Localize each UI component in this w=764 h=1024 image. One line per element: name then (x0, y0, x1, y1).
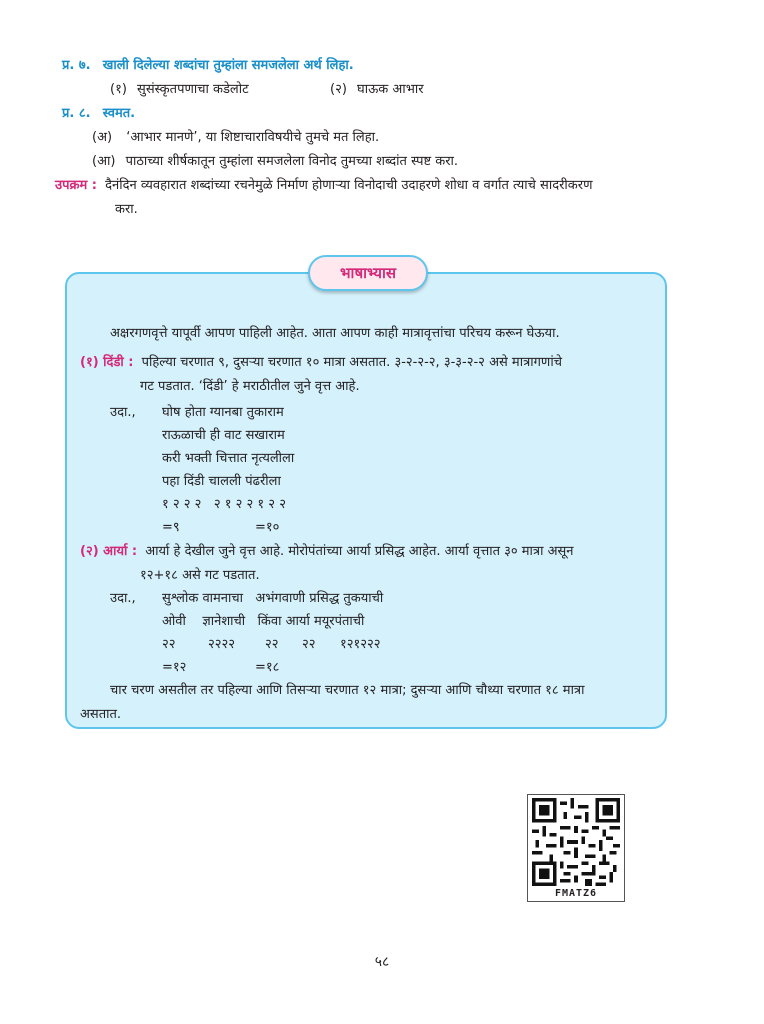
closing-text-cont: असतात. (80, 707, 122, 722)
dindi-text-cont: गट पडतात. ‘दिंडी’ हे मराठीतील जुने वृत्त आहे. (140, 379, 360, 394)
activity-text-cont: करा. (115, 202, 138, 217)
q7-item-1: (१) सुसंस्कृतपणाचा कडेलोट (110, 82, 249, 97)
intro-text: अक्षरगणवृत्ते यापूर्वी आपण पाहिली आहेत. आता आपण काही मात्रावृत्तांचा परिचय करून घेऊया. (110, 326, 560, 341)
arya-section: (२) आर्या : आर्या हे देखील जुने वृत्त आहे. मोरोपंतांच्या आर्या प्रसिद्ध आहेत. आर्या वृत्तात ३० मात्रा असून (80, 544, 574, 559)
activity (55, 175, 593, 193)
question-title: स्वमत. (102, 106, 136, 121)
q8-item-aa: (आ) पाठाच्या शीर्षकातून तुम्हांला समजलेला विनोद तुमच्या शब्दांत स्पष्ट करा. (92, 154, 459, 169)
q8-item-a: (अ) ‘आभार मानणे’, या शिष्टाचाराविषयीचे तुमचे मत लिहा. (92, 130, 380, 145)
arya-poem-line: सुश्लोक वामनाचा अभंगवाणी प्रसिद्ध तुकयाची (162, 591, 384, 606)
dindi-poem-line: घोष होता ग्यानबा तुकाराम (162, 405, 284, 420)
question-number: प्र. ८. (62, 106, 91, 121)
qr-code-icon (532, 798, 620, 886)
dindi-example-label: उदा., (110, 405, 136, 420)
qr-code-label: FMATZ6 (554, 888, 598, 899)
dindi-sum-2: =१० (255, 520, 280, 535)
qr-code[interactable] (527, 794, 625, 902)
page-number: ५८ (374, 954, 390, 970)
dindi-sum-1: =९ (162, 520, 180, 535)
closing-text: चार चरण असतील तर पहिल्या आणि तिसऱ्या चरणात १२ मात्रा; दुसऱ्या आणि चौथ्या चरणात १८ मात्रा (110, 683, 585, 698)
arya-sum-1: =१२ (162, 660, 187, 675)
q7-item-2: (२) घाऊक आभार (330, 82, 424, 97)
arya-example-label: उदा., (110, 591, 136, 606)
dindi-label: (१) दिंडी : (80, 355, 134, 370)
arya-marks-3: २२ (265, 637, 279, 652)
arya-marks-4: २२ (302, 637, 316, 652)
question-8 (62, 103, 135, 121)
activity-text: दैनंदिन व्यवहारात शब्दांच्या रचनेमुळे निर्माण होणाऱ्या विनोदाची उदाहरणे शोधा व वर्गात त्याचे सादरीकरण (105, 178, 593, 193)
arya-label: (२) आर्या : (80, 544, 138, 559)
arya-poem-line: ओवी ज्ञानेशाची किंवा आर्या मयूरपंताची (162, 614, 365, 629)
question-7 (62, 55, 354, 73)
arya-marks-1: २२ (162, 637, 176, 652)
question-title: खाली दिलेल्या शब्दांचा तुम्हांला समजलेला अर्थ लिहा. (102, 58, 354, 73)
language-practice-heading: भाषाभ्यास (308, 255, 428, 291)
dindi-matra-marks: १ २ २ २ २ १ २ २ १ २ २ (162, 497, 286, 512)
dindi-poem-line: करी भक्ती चित्तात नृत्यलीला (162, 451, 295, 466)
dindi-section: (१) दिंडी : पहिल्या चरणात ९, दुसऱ्या चरणात १० मात्रा असतात. ३-२-२-२, ३-३-२-२ असे मात्रागणांचे (80, 355, 562, 370)
activity-label: उपक्रम : (55, 178, 97, 193)
dindi-poem-line: राऊळाची ही वाट सखाराम (162, 428, 285, 443)
arya-sum-2: =१८ (255, 660, 280, 675)
dindi-poem-line: पहा दिंडी चालली पंढरीला (162, 474, 281, 489)
question-number: प्र. ७. (62, 58, 91, 73)
arya-text-cont: १२+१८ असे गट पडतात. (140, 568, 260, 583)
arya-marks-5: १२१२२२ (340, 637, 381, 652)
arya-marks-2: २२२२ (208, 637, 236, 652)
